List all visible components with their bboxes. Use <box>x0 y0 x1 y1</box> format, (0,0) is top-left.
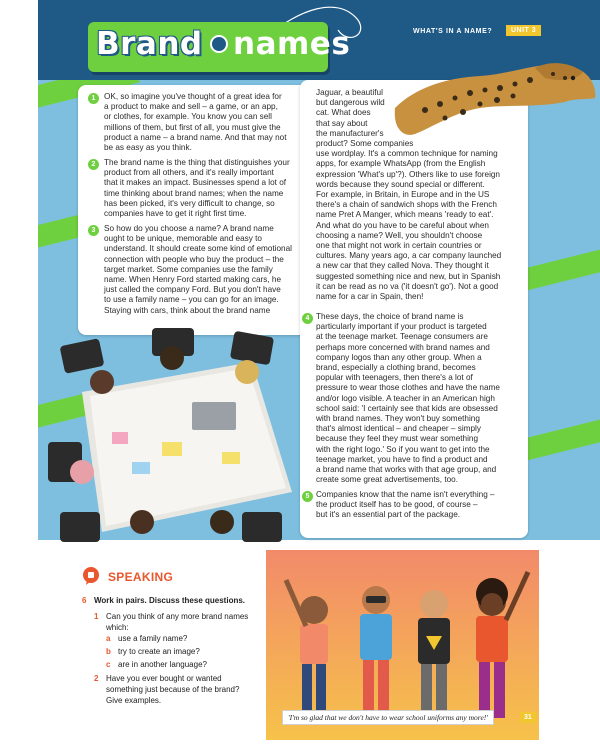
question-letter: a <box>106 634 111 643</box>
green-stripe <box>518 411 600 461</box>
running-title: WHAT'S IN A NAME? <box>413 28 493 35</box>
sticker-hole <box>210 35 228 53</box>
paragraph-1: OK, so imagine you've thought of a great idea for a product to make and sell – a game, or an app, or clothes, for example. You know you can sell millions of them, but first of all, you must give the product a name – a brand name. And that may not be as easy as you think. <box>104 92 287 153</box>
task-instruction: Work in pairs. Discuss these questions. <box>94 596 246 605</box>
paragraph-5: Companies know that the name isn't everything – the product itself has to be good, of course – but it's an essential part of the package. <box>316 490 495 520</box>
speaking-heading: SPEAKING <box>108 570 174 584</box>
jaguar-eye <box>571 76 575 80</box>
paragraph-number: 2 <box>88 159 99 170</box>
paragraph-number: 5 <box>302 491 313 502</box>
page-title-part2: names <box>233 26 351 62</box>
task-number: 6 <box>82 596 87 605</box>
meeting-photo <box>42 322 294 552</box>
question-letter: b <box>106 647 111 656</box>
question-number: 1 <box>94 612 99 621</box>
paragraph-3: So how do you choose a name? A brand name ought to be unique, memorable and easy to understand. It should create some kind of emotional connection with people who buy the product – the target market. Some companies use the family name. When Henry Ford started making cars, he just called the company Ford. But you don't have to use a family name – you can go for an image. Staying with cars, think about the brand name <box>104 224 292 315</box>
page-number: 31 <box>520 712 536 723</box>
question-number: 2 <box>94 674 99 683</box>
question-1b: try to create an image? <box>118 647 200 656</box>
page-title-part1: Brand <box>96 26 203 62</box>
paragraph-number: 3 <box>88 225 99 236</box>
paragraph-2: The brand name is the thing that distinguishes your product from all others, and it's really important that it makes an impact. Businesses spend a lot of time thinking about brand names; when the name has been picked, it's very difficult to change, so companies have to get it right first time. <box>104 158 290 219</box>
cartoon-caption: 'I'm so glad that we don't have to wear school uniforms any more!' <box>282 710 494 725</box>
question-2: Have you ever bought or wanted something just because of the brand? Give examples. <box>106 674 240 705</box>
question-1: Can you think of any more brand names which: <box>106 612 249 632</box>
paragraph-number: 1 <box>88 93 99 104</box>
unit-badge: UNIT 3 <box>506 25 541 36</box>
paragraph-number: 4 <box>302 313 313 324</box>
question-1c: are in another language? <box>118 660 207 669</box>
green-stripe <box>518 241 600 291</box>
speech-bubble-icon <box>82 567 100 585</box>
paragraph-4: These days, the choice of brand name is particularly important if your product is targeted at the teenage market. Teenage consumers are perhaps more concerned with brand names and company logos than any other group. When a brand, especially a clothing brand, becomes popular with teenagers, then there's a lot of pressure to wear those clothes and have the name and/or logo visible. A teacher in an American high school said: 'I certainly see that kids are obsessed with brand names. They won't buy something that's almost identical – and cheaper – simply because they feel they must wear something with the right logo.' So if you want to get into the teenage market, you have to find a product and a brand name that works with that age group, and create some great advertisements, too. <box>316 312 500 485</box>
question-1a: use a family name? <box>118 634 188 643</box>
paragraph-3-continued: Jaguar, a beautiful but dangerous wild cat. What does that say about the manufacturer's product? Some companies use wordplay. It's a common technique for naming apps, for example WhatsApp (from the English expression 'What's up'?). Others like to use foreign words because they sound special or different. For example, in Britain, in Europe and in the US there's a chain of sandwich shops with the French name Pret A Manger, which means 'ready to eat'. And what do you have to be careful about when choosing a name? Well, you shouldn't choose one that might not work in certain countries or cultures. Many years ago, a car company launched a new car that they called Nova. They thought it suggested something nice and new, but in Spanish it can be read as no va ('it doesn't go'). Not a good name for a car in Spain, then! <box>316 88 502 302</box>
question-letter: c <box>106 660 111 669</box>
